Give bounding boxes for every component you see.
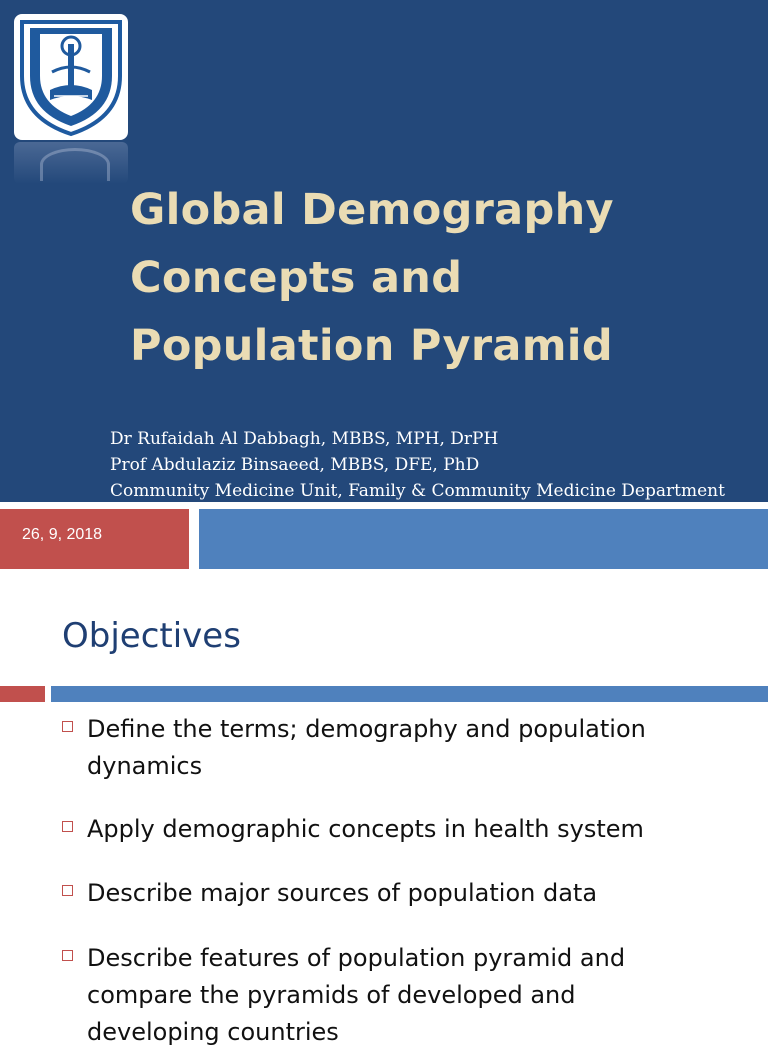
title-underline-red — [0, 686, 45, 702]
hollow-square-bullet-icon — [62, 821, 73, 832]
list-item — [62, 711, 752, 785]
authors-block — [110, 426, 760, 504]
university-seal-icon — [14, 14, 128, 140]
list-item — [62, 940, 752, 1051]
hollow-square-bullet-icon — [62, 885, 73, 896]
presentation-date: 26, 9, 2018 — [22, 526, 103, 543]
title-line: Global Demography — [130, 185, 614, 235]
title-line: Concepts and — [130, 253, 463, 303]
presentation-title — [130, 176, 750, 380]
title-line: Population Pyramid — [130, 321, 613, 371]
objective-line: compare the pyramids of developed and — [87, 981, 576, 1009]
author-line: Prof Abdulaziz Binsaeed, MBBS, DFE, PhD — [110, 455, 480, 475]
objective-line: Describe major sources of population data — [87, 879, 598, 907]
author-line: Dr Rufaidah Al Dabbagh, MBBS, MPH, DrPH — [110, 429, 499, 449]
list-item — [62, 811, 752, 848]
hollow-square-bullet-icon — [62, 950, 73, 961]
slide-title: Objectives — [62, 616, 241, 656]
accent-bar — [199, 509, 768, 569]
department-line: Community Medicine Unit, Family & Community Medicine Department — [110, 481, 725, 501]
objective-line: developing countries — [87, 1018, 339, 1046]
objective-line: Define the terms; demography and population — [87, 715, 646, 743]
objective-line: dynamics — [87, 752, 203, 780]
university-logo — [14, 14, 128, 140]
list-item — [62, 875, 752, 912]
logo-reflection-seal — [40, 148, 110, 181]
hollow-square-bullet-icon — [62, 721, 73, 732]
title-underline-blue — [51, 686, 768, 702]
objective-line: Apply demographic concepts in health system — [87, 815, 644, 843]
objective-line: Describe features of population pyramid and — [87, 944, 626, 972]
